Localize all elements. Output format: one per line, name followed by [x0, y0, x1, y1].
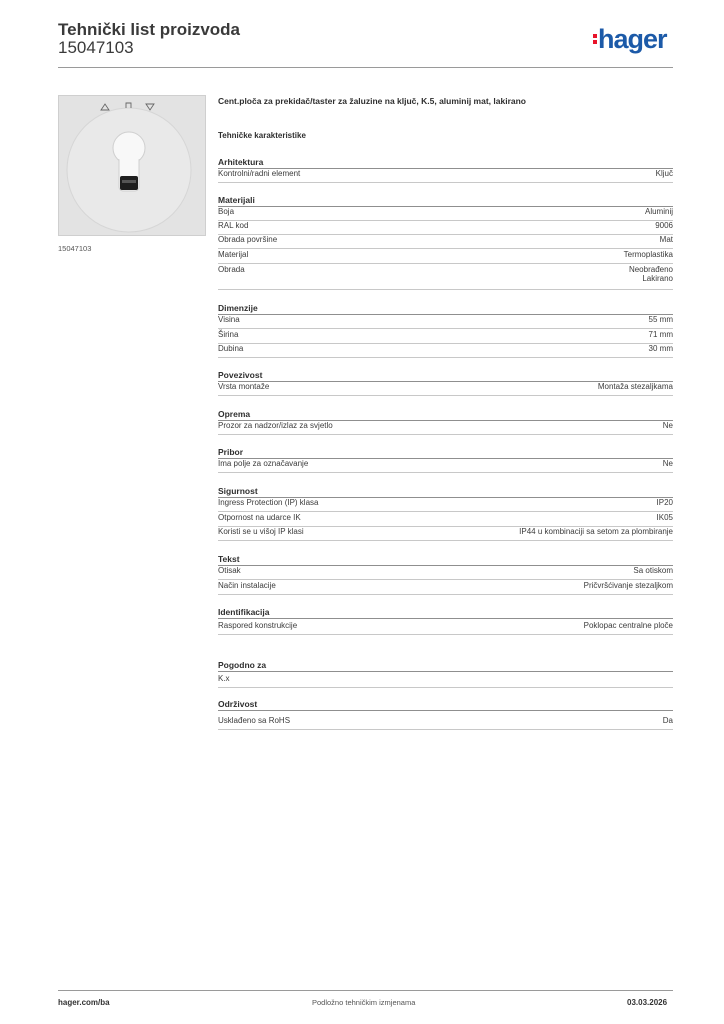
group-title: Materijali — [218, 194, 673, 207]
spec-row — [218, 581, 673, 595]
spec-row — [218, 459, 673, 473]
spec-key: Otpornost na udarce IK — [218, 513, 301, 522]
image-caption: 15047103 — [58, 244, 92, 253]
spec-key: Materijal — [218, 250, 249, 259]
spec-value: Termoplastika — [623, 250, 673, 259]
header-divider — [58, 67, 673, 68]
page-title: Tehnički list proizvoda — [58, 20, 240, 39]
product-image — [58, 95, 206, 236]
spec-key: Dubina — [218, 344, 244, 353]
footer-website-link[interactable]: hager.com/ba — [58, 998, 110, 1007]
spec-value: Neobrađeno Lakirano — [628, 265, 673, 283]
spec-key: Ima polje za označavanje — [218, 459, 309, 468]
product-code: 15047103 — [58, 38, 134, 57]
group-title: Arhitektura — [218, 156, 673, 169]
spec-value: Ne — [662, 459, 673, 468]
logo-dots-icon — [593, 32, 597, 46]
spec-row — [218, 621, 673, 635]
spec-key: Prozor za nadzor/izlaz za svjetlo — [218, 421, 333, 430]
spec-key: Obrada — [218, 265, 245, 274]
spec-row — [218, 421, 673, 435]
spec-key: RAL kod — [218, 221, 249, 230]
group-title: Održivost — [218, 698, 673, 711]
arrow-up-icon — [101, 104, 109, 110]
spec-row — [218, 265, 673, 290]
spec-value: Ne — [662, 421, 673, 430]
spec-row — [218, 207, 673, 221]
spec-value: 9006 — [655, 221, 673, 230]
footer-divider — [58, 990, 673, 991]
spec-value: IP44 u kombinaciji sa setom za plombiranje — [519, 527, 673, 536]
spec-value: IP20 — [656, 498, 673, 507]
spec-value: IK05 — [656, 513, 673, 522]
footer-date: 03.03.2026 — [627, 998, 668, 1007]
spec-key: Ingress Protection (IP) klasa — [218, 498, 319, 507]
spec-key: Visina — [218, 315, 240, 324]
group-title: Pribor — [218, 446, 673, 459]
spec-row — [218, 221, 673, 235]
spec-row — [218, 716, 673, 730]
switch-plate-illustration — [59, 96, 205, 235]
group-title: Povezivost — [218, 369, 673, 382]
logo-text: hager — [598, 24, 667, 54]
spec-key: Otisak — [218, 566, 241, 575]
spec-row — [218, 566, 673, 580]
spec-key: Raspored konstrukcije — [218, 621, 298, 630]
arrow-down-icon — [146, 104, 154, 110]
spec-value: Sa otiskom — [633, 566, 673, 575]
section-heading: Tehničke karakteristike — [218, 131, 306, 140]
spec-value: Da — [662, 716, 673, 725]
spec-value: Pričvršćivanje stezaljkom — [583, 581, 673, 590]
spec-value: Mat — [659, 235, 673, 244]
spec-value: 30 mm — [648, 344, 673, 353]
spec-key: Koristi se u višoj IP klasi — [218, 527, 304, 536]
spec-key: Kontrolni/radni element — [218, 169, 301, 178]
spec-row — [218, 498, 673, 512]
spec-key: K.x — [218, 674, 230, 683]
spec-key: Vrsta montaže — [218, 382, 270, 391]
spec-value: Aluminij — [644, 207, 673, 216]
group-title: Dimenzije — [218, 302, 673, 315]
product-description: Cent.ploča za prekidač/taster za žaluzine na ključ, K.5, aluminij mat, lakirano — [218, 96, 526, 106]
spec-key: Usklađeno sa RoHS — [218, 716, 291, 725]
group-title: Identifikacija — [218, 606, 673, 619]
spec-row — [218, 330, 673, 344]
spec-key: Širina — [218, 330, 239, 339]
footer-note: Podložno tehničkim izmjenama — [312, 998, 416, 1007]
hager-logo — [593, 26, 667, 53]
spec-value: 55 mm — [648, 315, 673, 324]
spec-row — [218, 344, 673, 358]
spec-row — [218, 527, 673, 541]
group-title: Pogodno za — [218, 659, 673, 672]
group-title: Oprema — [218, 408, 673, 421]
spec-key: Obrada površine — [218, 235, 278, 244]
group-title: Tekst — [218, 553, 673, 566]
stop-icon — [126, 103, 131, 108]
spec-row — [218, 674, 673, 688]
spec-row — [218, 250, 673, 264]
spec-value: Montaža stezaljkama — [597, 382, 673, 391]
spec-value: Ključ — [655, 169, 673, 178]
spec-row — [218, 382, 673, 396]
spec-value: Poklopac centralne ploče — [583, 621, 673, 630]
spec-row — [218, 513, 673, 527]
spec-value: 71 mm — [648, 330, 673, 339]
spec-row — [218, 169, 673, 183]
group-title: Sigurnost — [218, 485, 673, 498]
spec-row — [218, 235, 673, 249]
spec-row — [218, 315, 673, 329]
spec-key: Način instalacije — [218, 581, 276, 590]
spec-key: Boja — [218, 207, 235, 216]
